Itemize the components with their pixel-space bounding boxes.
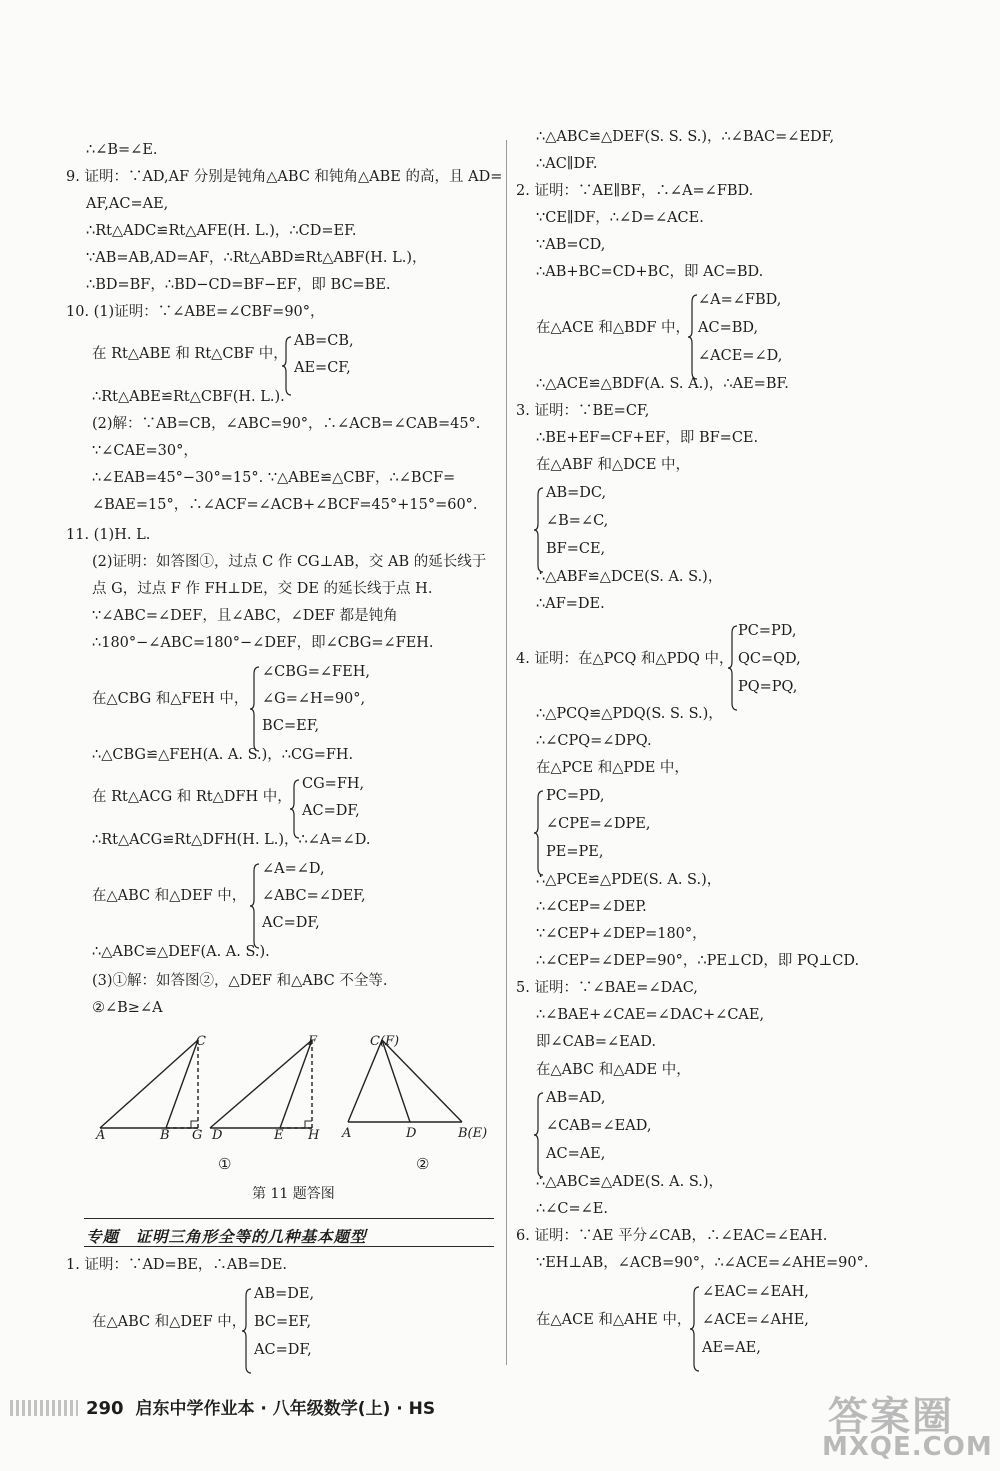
figure-point-label: A <box>96 1128 106 1143</box>
text-line: ∴BE+EF=CF+EF，即 BF=CE. <box>536 430 759 446</box>
text-line: ∴AB+BC=CD+BC，即 AC=BD. <box>536 264 764 280</box>
text-line: 点 G，过点 F 作 FH⊥DE，交 DE 的延长线于点 H. <box>92 581 433 597</box>
text-line: QC=QD, <box>738 651 801 667</box>
text-line: ∴△CBG≌△FEH(A. A. S.)，∴CG=FH. <box>92 747 354 763</box>
text-line: ∴180°−∠ABC=180°−∠DEF，即∠CBG=∠FEH. <box>92 635 434 651</box>
figure-point-label: F <box>308 1034 318 1049</box>
text-line: ∵CE∥DF，∴∠D=∠ACE. <box>536 210 704 226</box>
topic-title: 专题 证明三角形全等的几种基本题型 <box>86 1228 367 1246</box>
text-line: 在△ABC 和△DEF 中， <box>92 1314 247 1330</box>
text-line: PC=PD, <box>738 623 797 639</box>
text-line: 5. 证明：∵∠BAE=∠DAC, <box>516 980 698 996</box>
text-line: ∠EAC=∠EAH, <box>702 1284 809 1300</box>
text-line: (3)①解：如答图②，△DEF 和△ABC 不全等. <box>92 973 388 989</box>
text-line: (2)证明：如答图①，过点 C 作 CG⊥AB，交 AB 的延长线于 <box>92 554 487 570</box>
text-line: (2)解：∵AB=CB，∠ABC=90°，∴∠ACB=∠CAB=45°. <box>92 416 481 432</box>
text-line: 在△PCE 和△PDE 中， <box>536 760 689 776</box>
brace <box>250 863 260 949</box>
footer-decoration <box>10 1400 78 1416</box>
figure-point-label: B <box>160 1128 170 1143</box>
figure-11-answer <box>86 1030 506 1190</box>
text-line: ∴∠CPQ=∠DPQ. <box>536 733 652 749</box>
footer <box>86 1394 435 1419</box>
text-line: ∠G=∠H=90°, <box>262 691 366 707</box>
page-number: 290 <box>86 1398 124 1419</box>
brace <box>290 779 300 839</box>
text-line: ∠CPE=∠DPE, <box>546 816 651 832</box>
text-line: PC=PD, <box>546 788 605 804</box>
text-line: 在△ABF 和△DCE 中， <box>536 457 691 473</box>
text-line: 在 Rt△ABE 和 Rt△CBF 中， <box>92 346 288 362</box>
brace <box>250 666 260 752</box>
text-line: 在△ACE 和△BDF 中， <box>536 320 691 336</box>
text-line: ②∠B≥∠A <box>92 1000 163 1016</box>
text-line: AC=DF, <box>254 1342 312 1358</box>
figure-3 <box>348 1040 462 1122</box>
brace <box>282 336 292 396</box>
text-line: ∠BAE=15°，∴∠ACF=∠ACB+∠BCF=45°+15°=60°. <box>92 497 478 513</box>
text-line: AE=AE, <box>702 1340 761 1356</box>
brace <box>534 1092 544 1178</box>
text-line: AC=AE, <box>546 1146 606 1162</box>
text-line: 3. 证明：∵BE=CF, <box>516 403 650 419</box>
figure-point-label: A <box>342 1126 352 1141</box>
text-line: ∠A=∠FBD, <box>698 292 782 308</box>
text-line: ∴∠CEP=∠DEP=90°，∴PE⊥CD，即 PQ⊥CD. <box>536 953 860 969</box>
text-line: 1. 证明：∵AD=BE，∴AB=DE. <box>66 1257 288 1273</box>
text-line: AB=DC, <box>546 485 607 501</box>
text-line: ∵∠CAE=30°， <box>92 443 198 459</box>
text-line: 2. 证明：∵AE∥BF，∴∠A=∠FBD. <box>516 183 754 199</box>
text-line: ∴△ABF≌△DCE(S. A. S.)， <box>536 569 723 585</box>
book-title: 启东中学作业本 · 八年级数学(上) · HS <box>135 1399 436 1419</box>
text-line: BC=EF, <box>254 1314 312 1330</box>
text-line: PQ=PQ, <box>738 679 798 695</box>
figure-point-label: D <box>406 1126 417 1141</box>
figure-point-label: C(F) <box>370 1034 400 1049</box>
text-line: BF=CE, <box>546 541 606 557</box>
text-line: PE=PE, <box>546 844 604 860</box>
text-line: 4. 证明：在△PCQ 和△PDQ 中， <box>516 651 734 667</box>
figure-caption: 第 11 题答图 <box>252 1186 335 1202</box>
text-line: AE=CF, <box>294 360 351 376</box>
text-line: ∴AF=DE. <box>536 596 605 612</box>
text-line: ∵AB=CD, <box>536 237 606 253</box>
text-line: ∴∠C=∠E. <box>536 1201 608 1217</box>
text-line: AC=DF, <box>302 803 360 819</box>
figure-point-label: C <box>196 1034 206 1049</box>
text-line: ∠B=∠C, <box>546 513 609 529</box>
text-line: 11. (1)H. L. <box>66 527 151 543</box>
text-line: ∵∠CEP+∠DEP=180°， <box>536 926 707 942</box>
text-line: ∠CBG=∠FEH, <box>262 664 370 680</box>
figure-point-label: G <box>192 1128 203 1143</box>
text-line: ∵AB=AB,AD=AF，∴Rt△ABD≌Rt△ABF(H. L.)， <box>86 250 427 266</box>
text-line: AB=AD, <box>546 1090 606 1106</box>
text-line: ∠ACE=∠AHE, <box>702 1312 809 1328</box>
figure-2 <box>210 1040 312 1128</box>
text-line: 在 Rt△ACG 和 Rt△DFH 中， <box>92 789 292 805</box>
text-line: 在△ABC 和△DEF 中， <box>92 888 247 904</box>
text-line: 9. 证明：∵AD,AF 分别是钝角△ABC 和钝角△ABE 的高，且 AD= <box>66 169 503 185</box>
text-line: ∠CAB=∠EAD, <box>546 1118 652 1134</box>
text-line: ∴Rt△ABE≌Rt△CBF(H. L.). <box>92 389 285 405</box>
column-divider <box>506 140 507 1365</box>
brace <box>534 790 544 876</box>
brace <box>690 1286 700 1372</box>
figure-point-label: B(E) <box>458 1126 488 1141</box>
text-line: ∠ABC=∠DEF, <box>262 888 366 904</box>
text-line: AC=DF, <box>262 915 320 931</box>
text-line: ∴Rt△ADC≌Rt△AFE(H. L.)，∴CD=EF. <box>86 223 357 239</box>
text-line: ∴BD=BF，∴BD−CD=BF−EF，即 BC=BE. <box>86 277 391 293</box>
text-line: ∴△ABC≌△ADE(S. A. S.)， <box>536 1174 724 1190</box>
text-line: AB=DE, <box>254 1286 315 1302</box>
text-line: ∴△ABC≌△DEF(S. S. S.)，∴∠BAC=∠EDF, <box>536 129 835 145</box>
text-line: ∴∠EAB=45°−30°=15°. ∵△ABE≌△CBF，∴∠BCF= <box>92 470 456 486</box>
figure-point-label: H <box>308 1128 320 1143</box>
text-line: 10. (1)证明：∵∠ABE=∠CBF=90°， <box>66 304 325 320</box>
text-line: ∴AC∥DF. <box>536 156 598 172</box>
figure-point-label: E <box>274 1128 284 1143</box>
text-line: ∠ACE=∠D, <box>698 348 783 364</box>
topic-bottom-rule <box>84 1246 494 1247</box>
figure-point-label: D <box>212 1128 223 1143</box>
watermark-site: MXQE.COM <box>822 1432 993 1462</box>
text-line: 6. 证明：∵AE 平分∠CAB，∴∠EAC=∠EAH. <box>516 1228 828 1244</box>
text-line: ∴△ABC≌△DEF(A. A. S.). <box>92 944 270 960</box>
text-line: CG=FH, <box>302 776 365 792</box>
text-line: 在△CBG 和△FEH 中， <box>92 691 249 707</box>
text-line: ∵EH⊥AB，∠ACB=90°，∴∠ACE=∠AHE=90°. <box>536 1255 869 1271</box>
text-line: ∴∠B=∠E. <box>86 142 158 158</box>
text-line: AB=CB, <box>294 333 354 349</box>
text-line: ∴△PCQ≌△PDQ(S. S. S.)， <box>536 706 723 722</box>
brace <box>688 294 698 380</box>
text-line: ∵∠ABC=∠DEF，且∠ABC，∠DEF 都是钝角 <box>92 608 398 624</box>
text-line: 在△ABC 和△ADE 中， <box>536 1062 691 1078</box>
text-line: 在△ACE 和△AHE 中， <box>536 1312 692 1328</box>
figure-number: ② <box>416 1155 430 1173</box>
brace <box>728 625 738 711</box>
text-line: ∴∠CEP=∠DEP. <box>536 899 647 915</box>
text-line: ∴Rt△ACG≌Rt△DFH(H. L.)，∴∠A=∠D. <box>92 832 371 848</box>
text-line: 即∠CAB=∠EAD. <box>536 1034 656 1050</box>
figure-1 <box>100 1040 198 1128</box>
brace <box>242 1288 252 1374</box>
text-line: AC=BD, <box>698 320 759 336</box>
brace <box>534 487 544 573</box>
text-line: ∠A=∠D, <box>262 861 325 877</box>
text-line: AF,AC=AE, <box>86 196 169 212</box>
text-line: ∴△ACE≌△BDF(A. S. A.)，∴AE=BF. <box>536 376 789 392</box>
topic-top-rule <box>84 1218 494 1219</box>
figure-number: ① <box>218 1155 232 1173</box>
text-line: ∴△PCE≌△PDE(S. A. S.)， <box>536 872 722 888</box>
text-line: BC=EF, <box>262 718 320 734</box>
watermark-logo: 答案圈 <box>828 1394 954 1440</box>
text-line: ∴∠BAE+∠CAE=∠DAC+∠CAE, <box>536 1007 765 1023</box>
